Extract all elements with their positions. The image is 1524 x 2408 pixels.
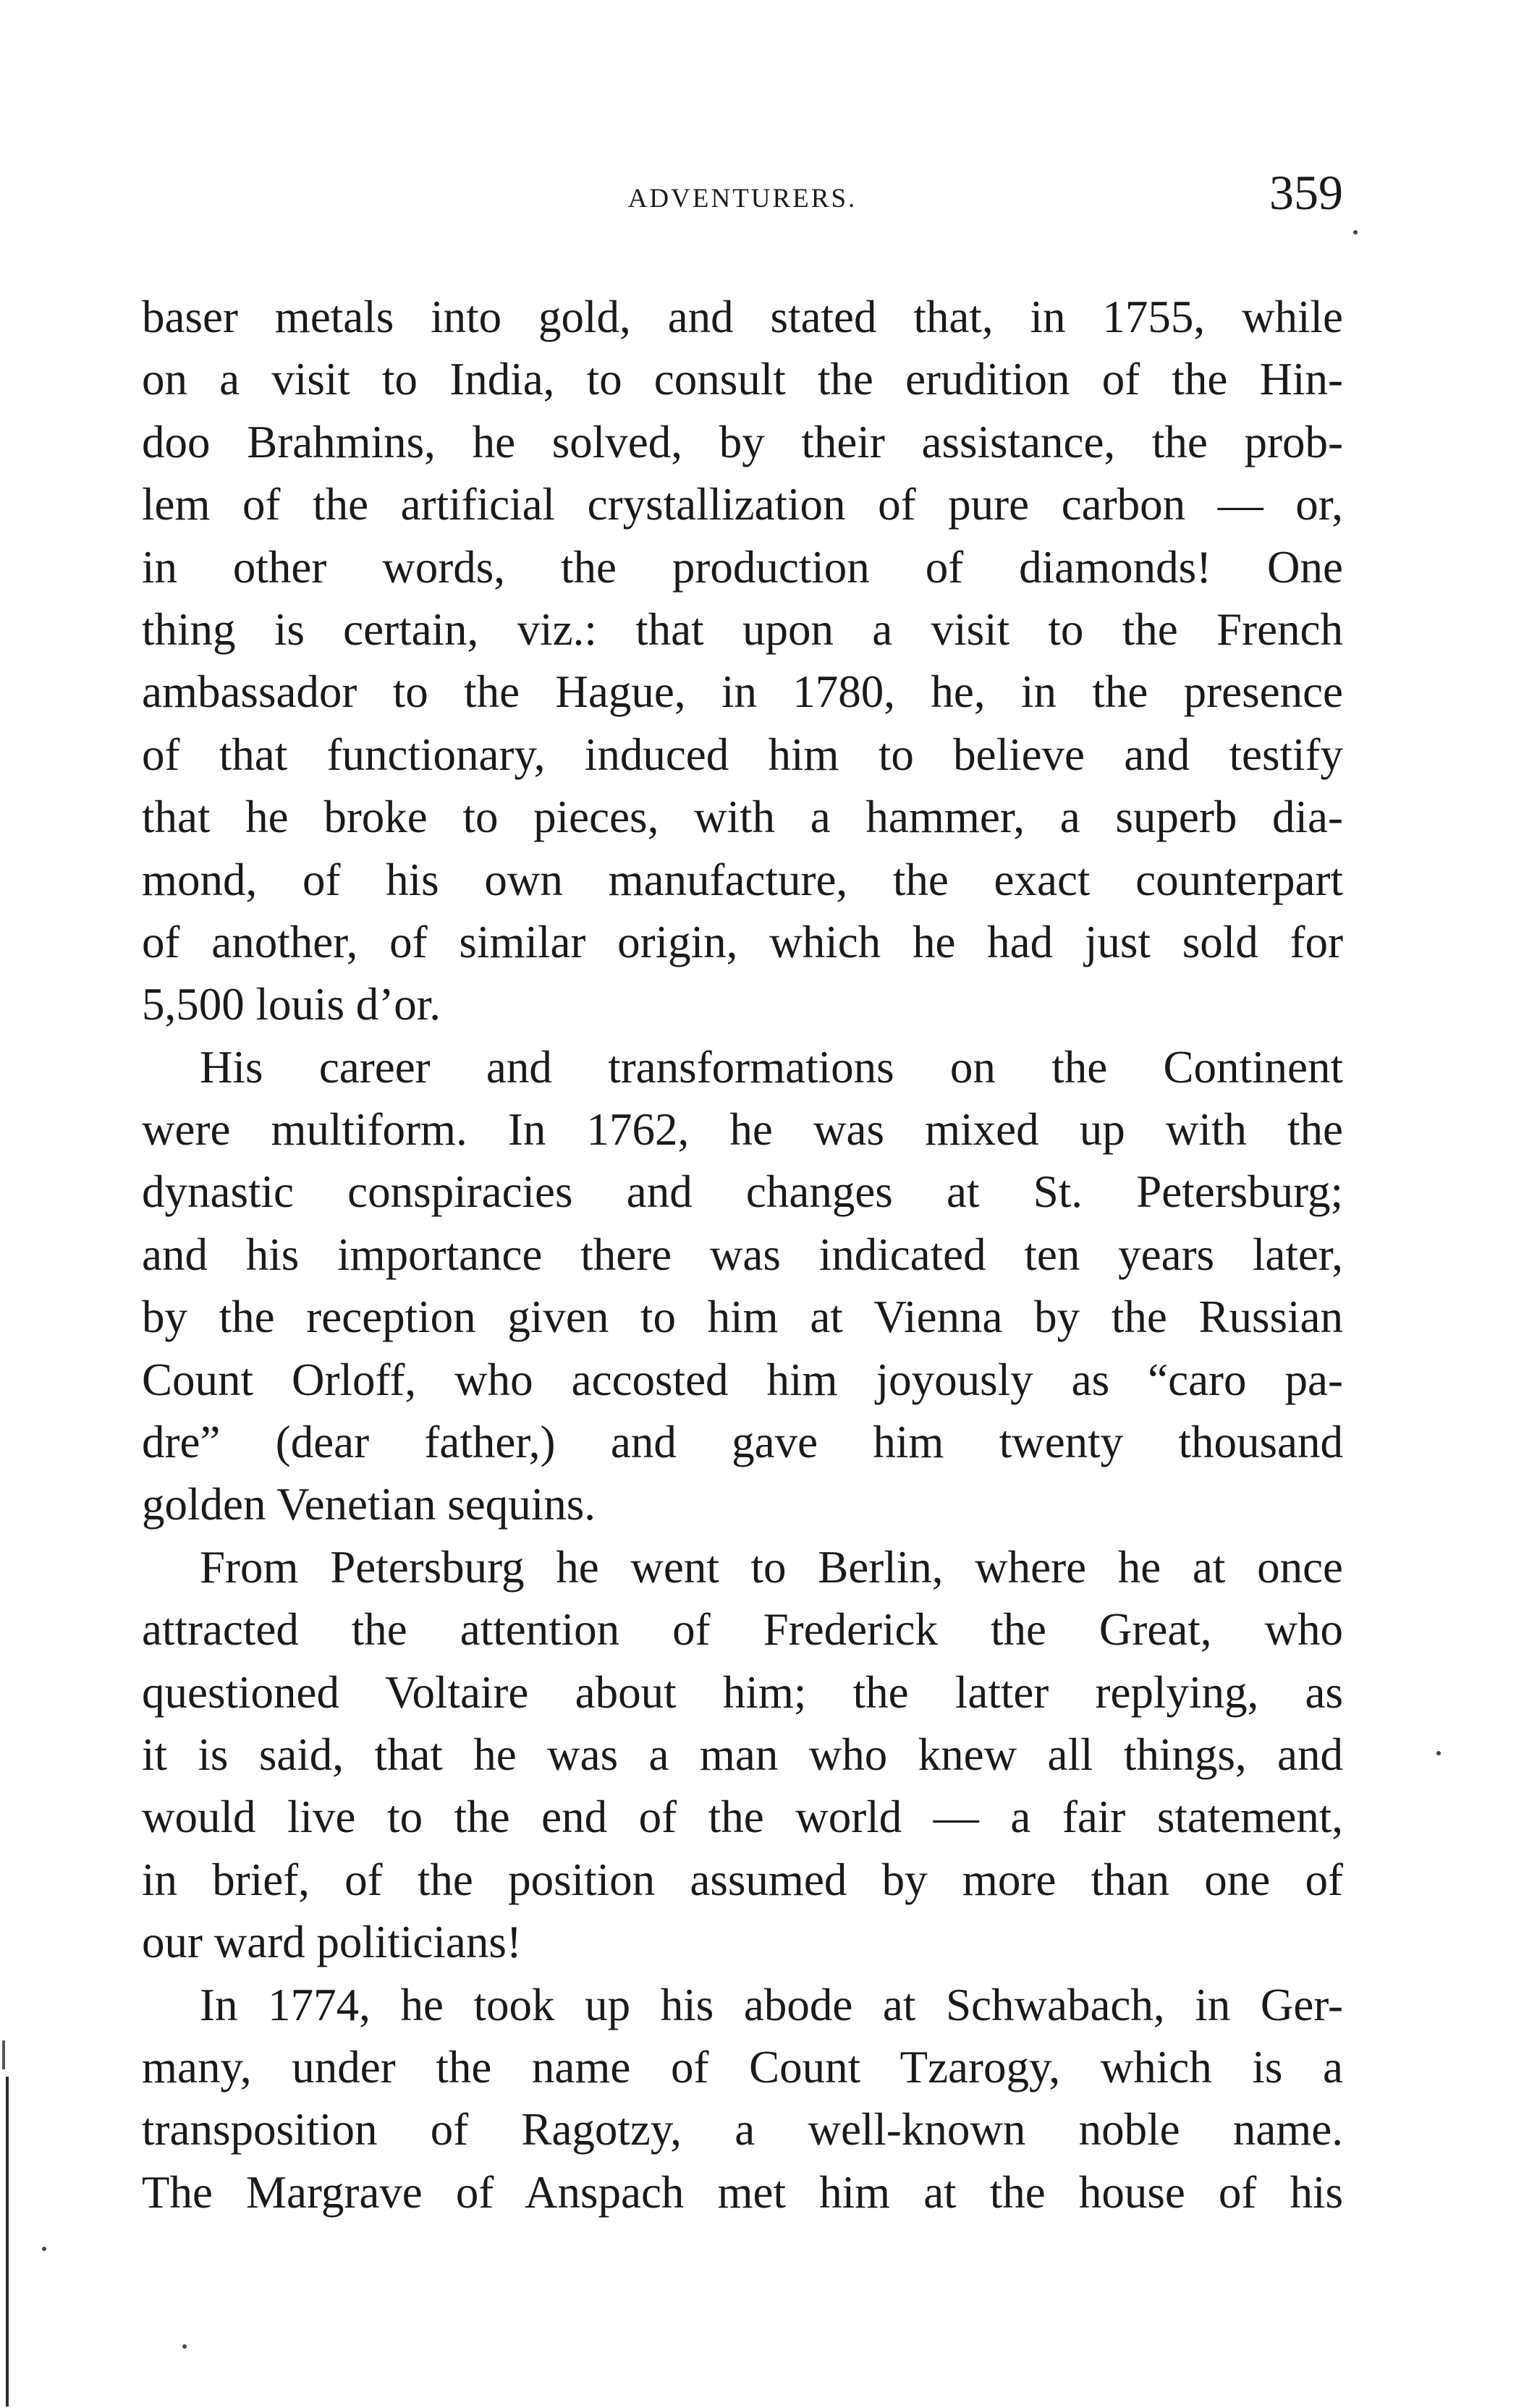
scan-margin-mark bbox=[2, 2040, 5, 2069]
page-number: 359 bbox=[1269, 165, 1343, 220]
text-line: and his importance there was indicated ten years later, bbox=[142, 1229, 1343, 1280]
text-line: on a visit to India, to consult the erudition of the Hin- bbox=[142, 354, 1343, 405]
text-line: were multiform. In 1762, he was mixed up with the bbox=[142, 1104, 1343, 1156]
text-line: mond, of his own manufacture, the exact counterpart bbox=[142, 854, 1343, 905]
text-line: Count Orloff, who accosted him joyously as “caro pa- bbox=[142, 1354, 1343, 1405]
paragraph-1 bbox=[142, 286, 1343, 1036]
scan-speck bbox=[42, 2247, 46, 2251]
text-line: of that functionary, induced him to believe and testify bbox=[142, 729, 1343, 780]
running-title: ADVENTURERS. bbox=[627, 184, 858, 213]
text-line: The Margrave of Anspach met him at the house of his bbox=[142, 2166, 1343, 2218]
text-line: From Petersburg he went to Berlin, where he at once bbox=[200, 1541, 1343, 1593]
text-line: of another, of similar origin, which he had just sold for bbox=[142, 916, 1343, 967]
text-line: 5,500 louis d’or. bbox=[142, 979, 441, 1030]
text-line: many, under the name of Count Tzarogy, which is a bbox=[142, 2041, 1343, 2093]
paragraph-2 bbox=[142, 1036, 1343, 1536]
text-line: golden Venetian sequins. bbox=[142, 1479, 596, 1530]
text-line: that he broke to pieces, with a hammer, a superb dia- bbox=[142, 792, 1343, 843]
text-line: dre” (dear father,) and gave him twenty thousand bbox=[142, 1417, 1343, 1468]
text-line: by the reception given to him at Vienna by the Russian bbox=[142, 1292, 1343, 1343]
paragraph-4 bbox=[142, 1974, 1343, 2224]
text-line: attracted the attention of Frederick the Great, who bbox=[142, 1604, 1343, 1656]
scan-margin-rule bbox=[6, 2077, 9, 2407]
text-line: baser metals into gold, and stated that, in 1755, while bbox=[142, 292, 1343, 342]
text-line: In 1774, he took up his abode at Schwabach, in Ger- bbox=[200, 1979, 1343, 2030]
scan-speck bbox=[1436, 1751, 1441, 1755]
scan-speck bbox=[182, 2344, 187, 2349]
text-line: doo Brahmins, he solved, by their assistance, the prob- bbox=[142, 416, 1343, 467]
text-line: thing is certain, viz.: that upon a visit to the French bbox=[142, 603, 1343, 655]
paragraph-3 bbox=[142, 1536, 1343, 1974]
running-head bbox=[142, 164, 1343, 229]
text-line: in brief, of the position assumed by more than one of bbox=[142, 1854, 1343, 1905]
text-line: our ward politicians! bbox=[142, 1917, 522, 1968]
text-line: ambassador to the Hague, in 1780, he, in the presence bbox=[142, 666, 1343, 718]
text-line: His career and transformations on the Continent bbox=[200, 1041, 1343, 1093]
text-line: questioned Voltaire about him; the latter replying, as bbox=[142, 1666, 1343, 1718]
text-line: lem of the artificial crystallization of pure carbon — or, bbox=[142, 479, 1343, 530]
scan-speck bbox=[1353, 230, 1358, 234]
text-line: it is said, that he was a man who knew all things, and bbox=[142, 1729, 1343, 1780]
body-text bbox=[142, 286, 1343, 2223]
text-line: in other words, the production of diamonds! One bbox=[142, 541, 1343, 593]
text-line: would live to the end of the world — a fair statement, bbox=[142, 1792, 1343, 1843]
text-line: transposition of Ragotzy, a well-known noble name. bbox=[142, 2104, 1343, 2155]
text-line: dynastic conspiracies and changes at St. Petersburg; bbox=[142, 1166, 1343, 1218]
